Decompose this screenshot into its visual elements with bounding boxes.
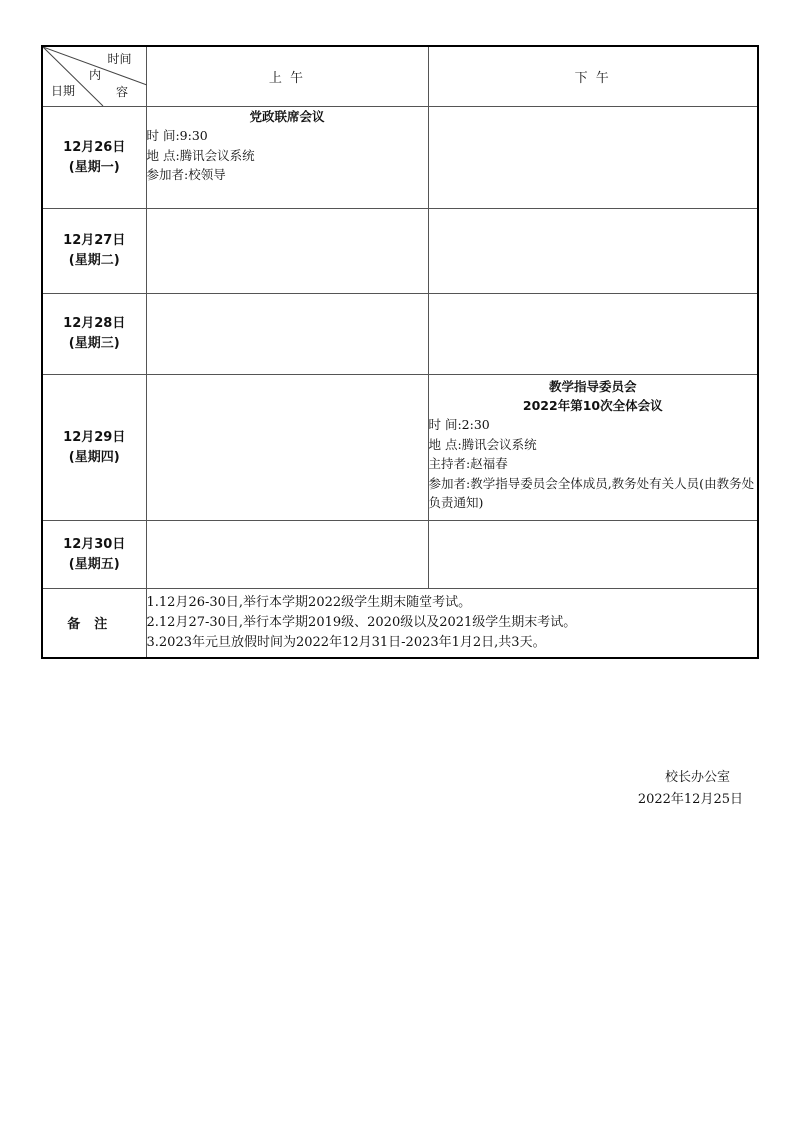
weekday-label: (星期一)	[68, 159, 120, 175]
note-item: 1.12月26-30日,举行本学期2022级学生期末随堂考试。	[146, 594, 472, 610]
afternoon-cell	[428, 107, 758, 209]
morning-cell	[146, 294, 428, 375]
meeting-time: 时 间:9:30	[146, 128, 208, 143]
diag-label-nei: 内	[89, 68, 102, 82]
date-cell	[42, 209, 146, 294]
diag-label-rong: 容	[116, 85, 129, 99]
afternoon-cell	[428, 375, 758, 521]
date-label: 12月27日	[63, 233, 126, 248]
date-cell	[42, 375, 146, 521]
morning-cell	[146, 521, 428, 589]
morning-cell	[146, 375, 428, 521]
afternoon-cell	[428, 294, 758, 375]
notes-row	[42, 589, 758, 658]
day-row	[42, 521, 758, 589]
meeting-title: 党政联席会议	[249, 109, 325, 124]
meeting-location: 地 点:腾讯会议系统	[146, 147, 255, 163]
meeting-location: 地 点:腾讯会议系统	[428, 436, 537, 452]
diag-label-date: 日期	[51, 84, 76, 98]
note-item: 2.12月27-30日,举行本学期2019级、2020级以及2021级学生期末考试。	[146, 614, 577, 630]
schedule-table	[41, 45, 759, 659]
afternoon-cell	[428, 521, 758, 589]
weekday-label: (星期三)	[68, 336, 120, 351]
morning-header: 上 午	[146, 46, 428, 107]
issuer-office: 校长办公室	[664, 770, 730, 785]
morning-cell	[146, 107, 428, 209]
note-item: 3.2023年元旦放假时间为2022年12月31日-2023年1月2日,共3天。	[146, 634, 546, 650]
weekday-label: (星期五)	[68, 556, 120, 572]
issue-date: 2022年12月25日	[637, 792, 743, 807]
meeting-time: 时 间:2:30	[428, 417, 490, 432]
afternoon-cell	[428, 209, 758, 294]
day-row	[42, 107, 758, 209]
meeting-host: 主持者:赵福春	[428, 456, 508, 471]
morning-cell	[146, 209, 428, 294]
meeting-subtitle: 2022年第10次全体会议	[522, 398, 663, 413]
meeting-attendees: 参加者:校领导	[146, 167, 226, 182]
meeting-title: 教学指导委员会	[548, 379, 637, 394]
afternoon-header: 下 午	[428, 46, 758, 107]
date-label: 12月29日	[63, 429, 126, 445]
weekday-label: (星期二)	[68, 253, 120, 268]
notes-label: 备注	[42, 589, 146, 658]
weekday-label: (星期四)	[68, 449, 120, 465]
day-row	[42, 294, 758, 375]
date-cell	[42, 294, 146, 375]
header-row	[42, 46, 758, 107]
date-label: 12月26日	[63, 139, 126, 155]
date-label: 12月28日	[63, 316, 126, 331]
date-cell	[42, 107, 146, 209]
date-label: 12月30日	[63, 536, 126, 552]
diagonal-header-cell	[42, 46, 146, 107]
day-row	[42, 209, 758, 294]
diag-label-time: 时间	[107, 52, 132, 66]
day-row	[42, 375, 758, 521]
meeting-attendees: 参加者:教学指导委员会全体成员,教务处有关人员(由教务处负责通知)	[428, 475, 755, 510]
notes-cell	[146, 589, 758, 658]
date-cell	[42, 521, 146, 589]
